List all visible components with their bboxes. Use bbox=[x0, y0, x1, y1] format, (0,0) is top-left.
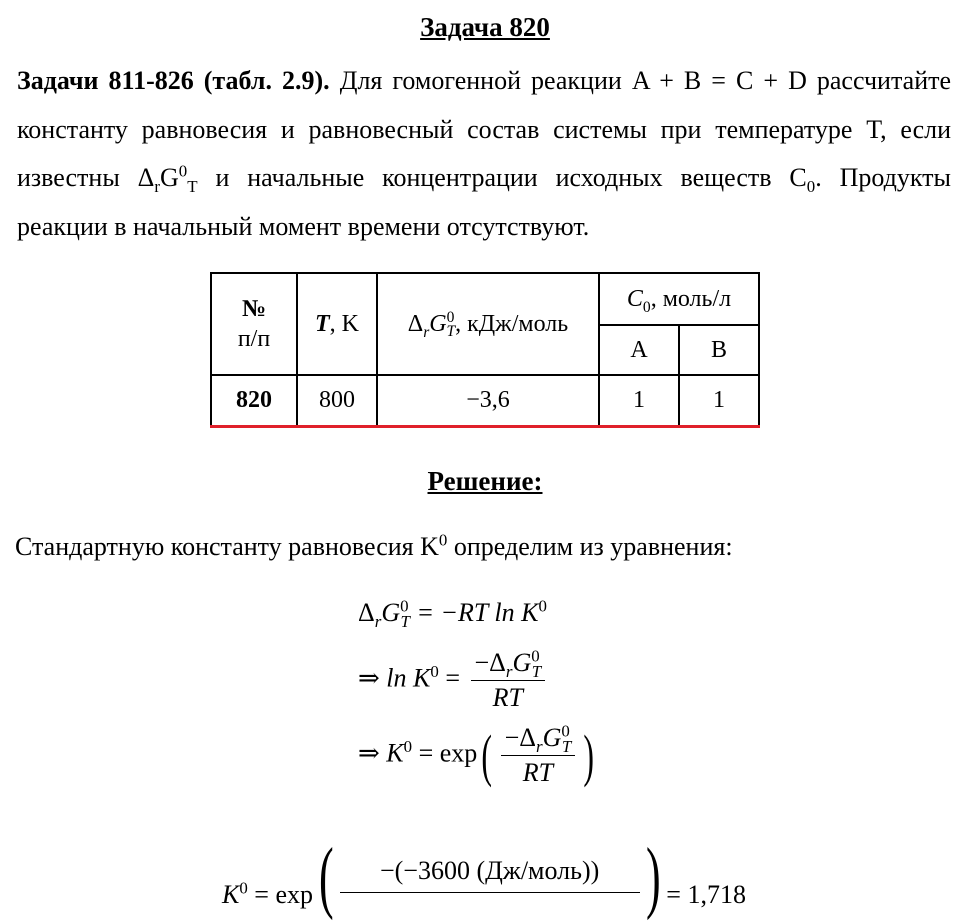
problem-text-d: . Продукты реакции в начальный момент времени отсутствуют. bbox=[17, 163, 951, 241]
data-table bbox=[210, 272, 760, 428]
header-col-a: A bbox=[599, 325, 679, 375]
fraction-ln-k: $\frac{-\Delta_rG^0_T}{RT}$ bbox=[471, 648, 546, 713]
problem-range: Задачи 811-826 (табл. 2.9). bbox=[17, 66, 330, 95]
problem-title: Задача 820 bbox=[420, 12, 550, 42]
cell-conc-b: 1 bbox=[679, 375, 759, 426]
equation-final: $K^0 = \exp( -(-3600$ (Дж/моль)) ) = 1,718 bbox=[222, 833, 746, 921]
final-result: = 1,718 bbox=[666, 880, 746, 909]
final-numerator: −(−3600 (Дж/моль)) bbox=[379, 856, 600, 885]
problem-text-a: Для гомогенной реакции A + B = C + D рассчитайте константу равновесия и равновесный состав системы при температуре T, если известны Δ bbox=[17, 66, 952, 192]
cell-temperature: 800 bbox=[297, 375, 377, 426]
cell-gibbs: −3,6 bbox=[377, 375, 599, 426]
header-temperature: T, K bbox=[297, 273, 377, 375]
cell-conc-a: 1 bbox=[599, 375, 679, 426]
problem-text-c: и начальные концентрации исходных веществ C bbox=[197, 163, 807, 192]
header-initial-conc: $C_0$, моль/л bbox=[599, 273, 759, 325]
problem-statement bbox=[17, 57, 951, 251]
problem-sub-r: r bbox=[154, 177, 161, 197]
equation-k-exp: ⇒ $K^0 = \exp$( $\frac{-\Delta_rG^0_T}{RT}$ ) bbox=[358, 721, 595, 788]
header-number: № п/п bbox=[211, 273, 297, 375]
header-col-b: B bbox=[679, 325, 759, 375]
problem-text-b: G bbox=[160, 163, 179, 192]
problem-sub-0: 0 bbox=[806, 177, 816, 197]
cell-number: 820 bbox=[211, 375, 297, 426]
fraction-k-exp: $\frac{-\Delta_rG^0_T}{RT}$ bbox=[501, 723, 576, 788]
problem-sup-0: 0 bbox=[178, 161, 188, 181]
equation-gibbs: $\Delta_rG^0_T = -RT$ $\ln K^0$ bbox=[358, 596, 547, 632]
solution-title: Решение: bbox=[427, 466, 543, 496]
header-gibbs: $\Delta_rG^0_T$, кДж/моль bbox=[377, 273, 599, 375]
solution-intro: Стандартную константу равновесия $K^0$ определим из уравнения: bbox=[15, 530, 733, 561]
equation-ln-k: ⇒ $\ln K^0$ = $\frac{-\Delta_rG^0_T}{RT}$ bbox=[358, 648, 549, 713]
problem-sub-t: T bbox=[187, 177, 198, 197]
